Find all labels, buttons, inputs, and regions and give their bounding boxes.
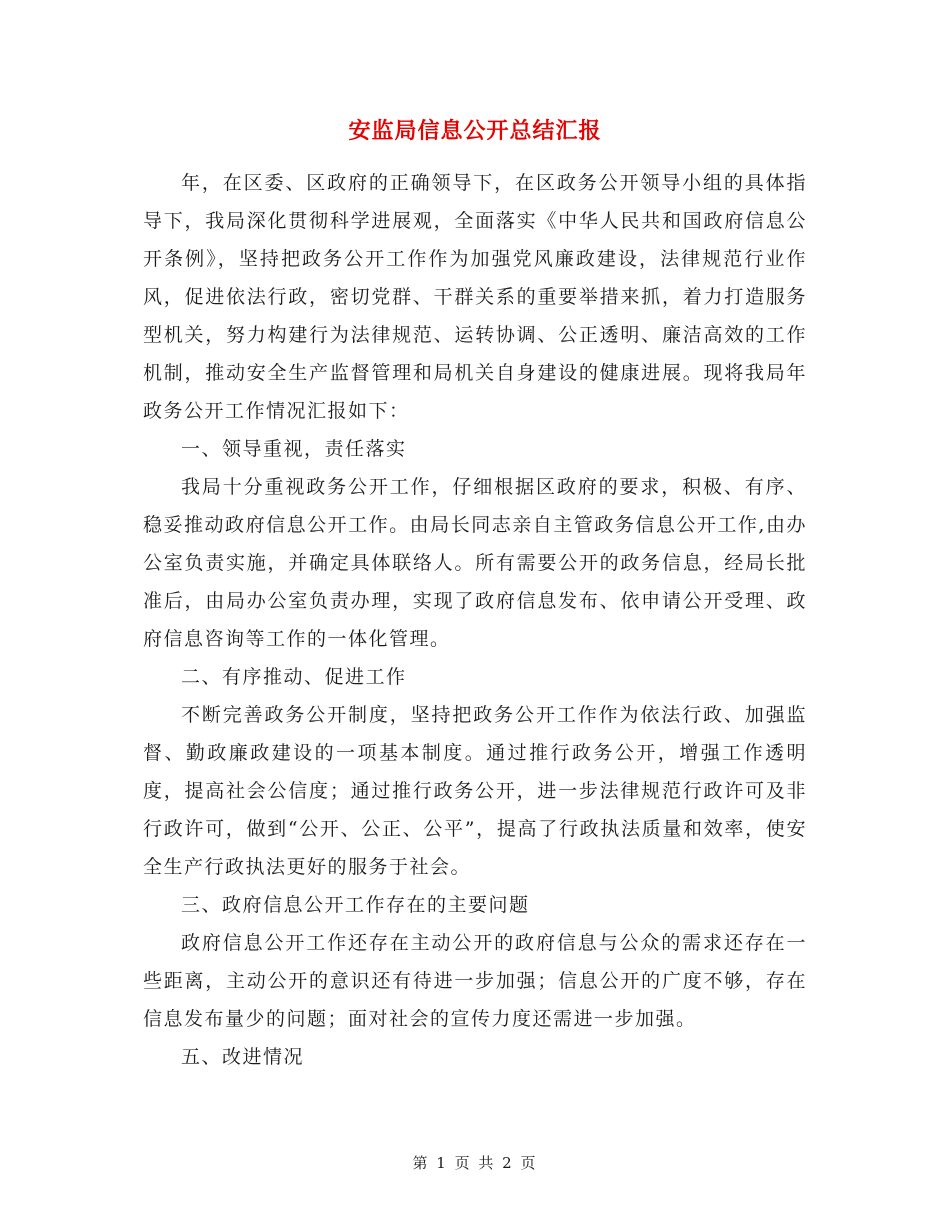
paragraph-section-3: 政府信息公开工作还存在主动公开的政府信息与公众的需求还存在一些距离，主动公开的意识还有待进一步加强；信息公开的广度不够，存在信息发布量少的问题；面对社会的宣传力度还需进一步加强。 [143, 932, 807, 1030]
paragraph-section-1: 我局十分重视政务公开工作，仔细根据区政府的要求，积极、有序、稳妥推动政府信息公开工作。由局长同志亲自主管政务信息公开工作,由办公室负责实施，并确定具体联络人。所有需要公开的政务信息，经局长批准后，由局办公室负责办理，实现了政府信息发布、依申请公开受理、政府信息咨询等工作的一体化管理。 [143, 476, 807, 650]
page-footer [0, 1152, 950, 1173]
page-number-label: 第 1 页 共 2 页 [412, 1154, 538, 1172]
section-heading-3: 三、政府信息公开工作存在的主要问题 [181, 894, 530, 916]
section-heading-1: 一、领导重视，责任落实 [181, 438, 407, 460]
document-body [143, 164, 807, 1076]
document-title: 安监局信息公开总结汇报 [348, 119, 602, 144]
paragraph-section-2: 不断完善政务公开制度，坚持把政务公开工作作为依法行政、加强监督、勤政廉政建设的一项基本制度。通过推行政务公开，增强工作透明度，提高社会公信度；通过推行政务公开，进一步法律规范行政许可及非行政许可，做到“公开、公正、公平”，提高了行政执法质量和效率，使安全生产行政执法更好的服务于社会。 [143, 704, 807, 878]
section-heading-2: 二、有序推动、促进工作 [181, 666, 407, 688]
paragraph-intro: 年，在区委、区政府的正确领导下，在区政务公开领导小组的具体指导下，我局深化贯彻科学进展观，全面落实《中华人民共和国政府信息公开条例》，坚持把政务公开工作作为加强党风廉政建设，法律规范行业作风，促进依法行政，密切党群、干群关系的重要举措来抓，着力打造服务型机关，努力构建行为法律规范、运转协调、公正透明、廉洁高效的工作机制，推动安全生产监督管理和局机关自身建设的健康进展。现将我局年政务公开工作情况汇报如下： [143, 172, 807, 422]
section-heading-5: 五、改进情况 [181, 1046, 305, 1068]
